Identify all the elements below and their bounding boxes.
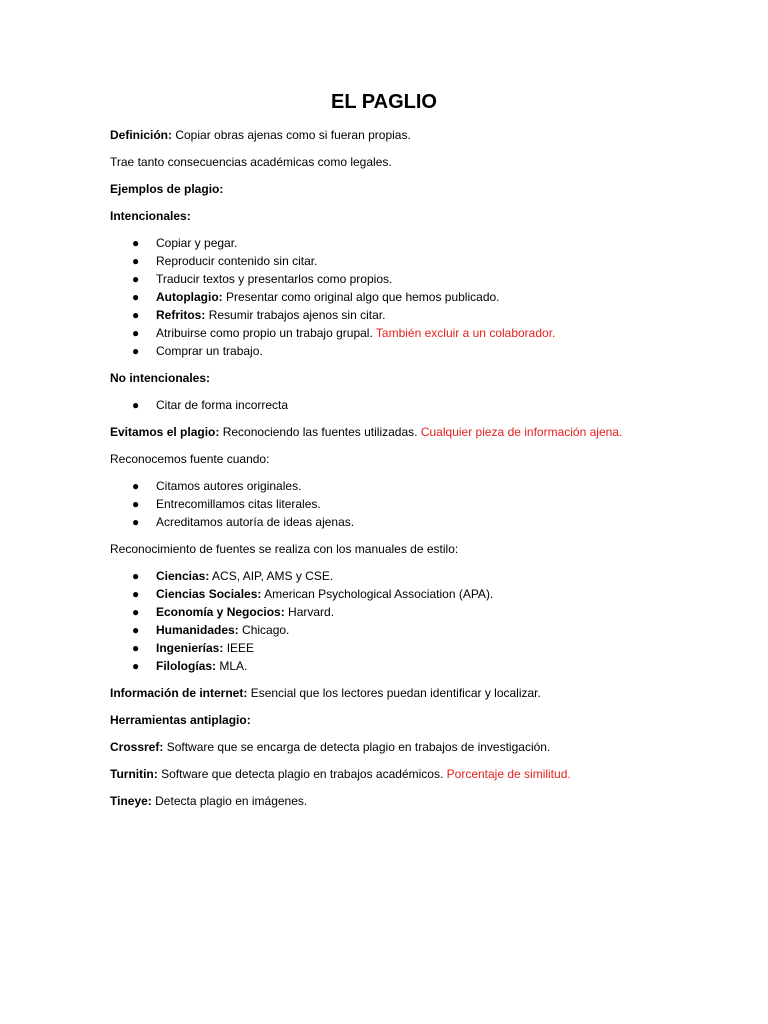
style-manuals-heading: Reconocimiento de fuentes se realiza con los manuales de estilo: <box>110 542 459 556</box>
bullet-icon: ● <box>132 344 140 358</box>
turnitin-paragraph <box>110 765 710 783</box>
list-item <box>110 639 710 657</box>
bullet-icon: ● <box>132 587 140 601</box>
list-item <box>110 306 710 324</box>
list-item-label: Filologías: <box>156 659 216 673</box>
list-item <box>110 288 710 306</box>
bullet-icon: ● <box>132 398 140 412</box>
list-item <box>110 477 710 495</box>
style-manuals-list <box>110 567 710 675</box>
bullet-icon: ● <box>132 569 140 583</box>
list-item <box>110 495 710 513</box>
list-item-text: Resumir trabajos ajenos sin citar. <box>208 308 386 322</box>
list-item-label: Ingenierías: <box>156 641 224 655</box>
bullet-icon: ● <box>132 497 140 511</box>
list-item-label: Humanidades: <box>156 623 239 637</box>
unintentional-heading <box>110 369 710 387</box>
avoid-plagiarism-paragraph <box>110 423 710 441</box>
list-item-text: Citar de forma incorrecta <box>156 398 289 412</box>
intentional-heading <box>110 207 710 225</box>
bullet-icon: ● <box>132 308 140 322</box>
list-item-text: Comprar un trabajo. <box>156 344 263 358</box>
bullet-icon: ● <box>132 641 140 655</box>
internet-text: Esencial que los lectores puedan identificar y localizar. <box>250 686 541 700</box>
avoid-label: Evitamos el plagio: <box>110 425 220 439</box>
turnitin-text: Software que detecta plagio en trabajos académicos. <box>161 767 444 781</box>
tineye-text: Detecta plagio en imágenes. <box>155 794 308 808</box>
list-item-label: Ciencias: <box>156 569 210 583</box>
crossref-text: Software que se encarga de detecta plagio en trabajos de investigación. <box>166 740 551 754</box>
bullet-icon: ● <box>132 479 140 493</box>
internet-label: Información de internet: <box>110 686 248 700</box>
list-item-text: IEEE <box>226 641 255 655</box>
definition-label: Definición: <box>110 128 172 142</box>
tools-heading-text: Herramientas antiplagio: <box>110 713 251 727</box>
list-item-label: Autoplagio: <box>156 290 223 304</box>
list-item <box>110 567 710 585</box>
examples-heading <box>110 180 710 198</box>
unintentional-list <box>110 396 710 414</box>
list-item-text: Entrecomillamos citas literales. <box>156 497 321 511</box>
list-item <box>110 252 710 270</box>
bullet-icon: ● <box>132 515 140 529</box>
list-item-text: Citamos autores originales. <box>156 479 302 493</box>
list-item-text: Acreditamos autoría de ideas ajenas. <box>156 515 355 529</box>
bullet-icon: ● <box>132 605 140 619</box>
tools-heading <box>110 711 710 729</box>
bullet-icon: ● <box>132 254 140 268</box>
list-item <box>110 657 710 675</box>
list-item <box>110 603 710 621</box>
bullet-icon: ● <box>132 659 140 673</box>
intentional-list <box>110 234 710 360</box>
list-item-text: Atribuirse como propio un trabajo grupal. <box>156 326 373 340</box>
list-item-text: Harvard. <box>288 605 335 619</box>
definition-paragraph <box>110 126 710 144</box>
bullet-icon: ● <box>132 623 140 637</box>
list-item-label: Economía y Negocios: <box>156 605 285 619</box>
tineye-label: Tineye: <box>110 794 152 808</box>
list-item-label: Refritos: <box>156 308 206 322</box>
list-item-text: Copiar y pegar. <box>156 236 238 250</box>
list-item-text: ACS, AIP, AMS y CSE. <box>212 569 334 583</box>
avoid-text: Reconociendo las fuentes utilizadas. <box>222 425 418 439</box>
recognize-list <box>110 477 710 531</box>
list-item <box>110 513 710 531</box>
internet-paragraph <box>110 684 710 702</box>
definition-text: Copiar obras ajenas como si fueran propias. <box>175 128 411 142</box>
list-item-text: American Psychological Association (APA). <box>264 587 494 601</box>
list-item <box>110 342 710 360</box>
list-item <box>110 396 710 414</box>
list-item-text: Traducir textos y presentarlos como propios. <box>156 272 393 286</box>
document-body <box>110 126 710 810</box>
crossref-label: Crossref: <box>110 740 164 754</box>
bullet-icon: ● <box>132 290 140 304</box>
list-item-label: Ciencias Sociales: <box>156 587 262 601</box>
list-item <box>110 621 710 639</box>
consequences-paragraph: Trae tanto consecuencias académicas como legales. <box>110 155 392 169</box>
recognize-heading: Reconocemos fuente cuando: <box>110 452 270 466</box>
examples-heading-text: Ejemplos de plagio: <box>110 182 224 196</box>
list-item-text: Reproducir contenido sin citar. <box>156 254 318 268</box>
list-item <box>110 234 710 252</box>
unintentional-heading-text: No intencionales: <box>110 371 211 385</box>
bullet-icon: ● <box>132 272 140 286</box>
list-item <box>110 270 710 288</box>
turnitin-label: Turnitin: <box>110 767 158 781</box>
page-title: EL PAGLIO <box>331 91 437 113</box>
list-item-text: Chicago. <box>242 623 290 637</box>
intentional-heading-text: Intencionales: <box>110 209 191 223</box>
list-item <box>110 324 710 342</box>
avoid-highlight: Cualquier pieza de información ajena. <box>420 425 623 439</box>
list-item-text: MLA. <box>219 659 248 673</box>
bullet-icon: ● <box>132 326 140 340</box>
list-item-text: Presentar como original algo que hemos publicado. <box>226 290 500 304</box>
tineye-paragraph <box>110 792 710 810</box>
turnitin-highlight: Porcentaje de similitud. <box>446 767 571 781</box>
list-item <box>110 585 710 603</box>
crossref-paragraph <box>110 738 710 756</box>
bullet-icon: ● <box>132 236 140 250</box>
list-item-highlight: También excluir a un colaborador. <box>375 326 556 340</box>
